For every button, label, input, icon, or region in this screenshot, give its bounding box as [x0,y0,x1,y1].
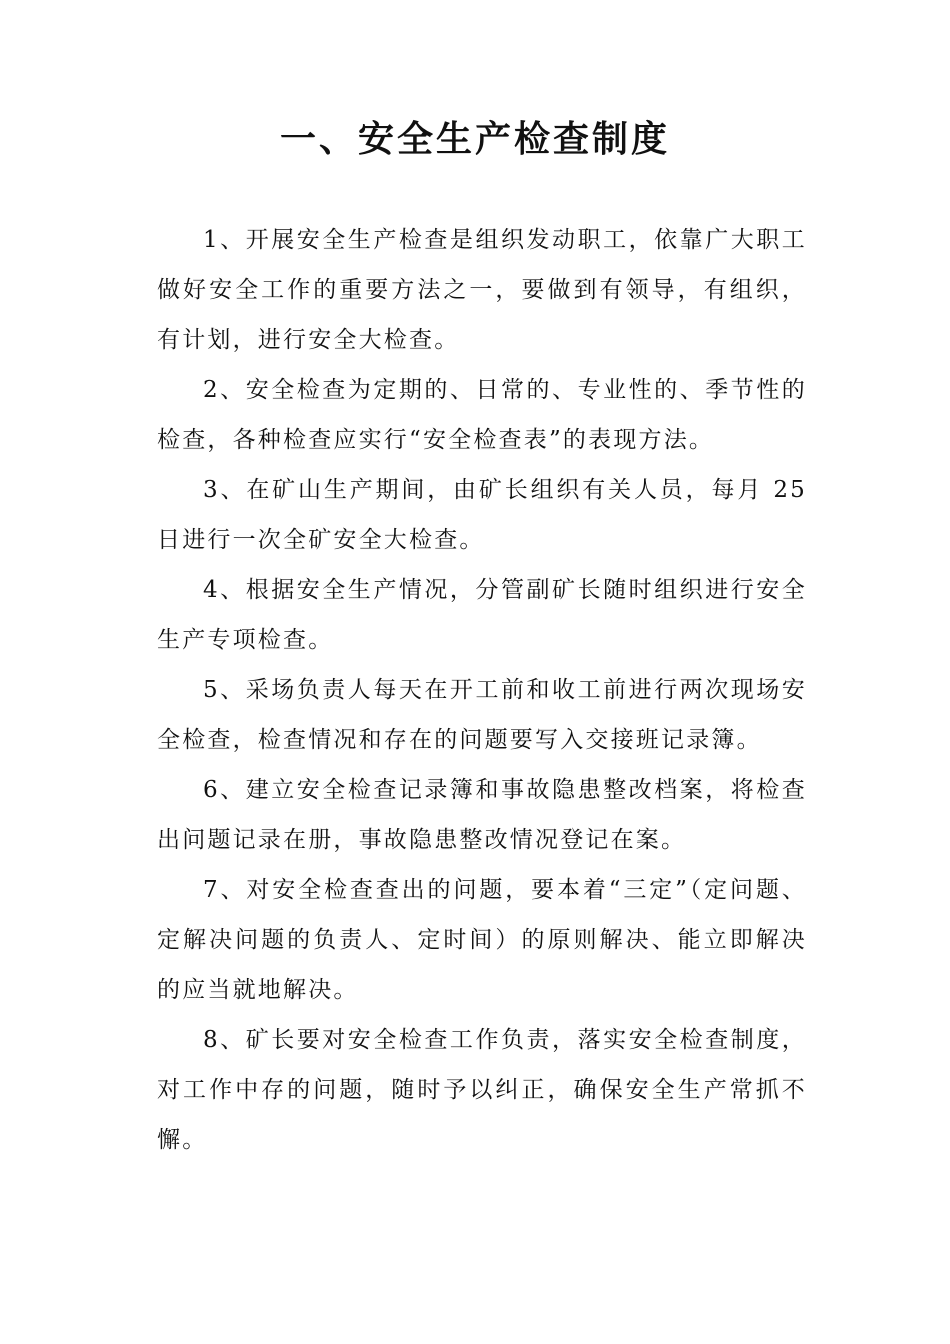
paragraph-2: 2、安全检查为定期的、日常的、专业性的、季节性的检查，各种检查应实行“安全检查表”的表现方法。 [157,377,807,453]
document-title: 一、安全生产检查制度 [279,119,670,160]
paragraph-4: 4、根据安全生产情况，分管副矿长随时组织进行安全生产专项检查。 [157,577,807,653]
paragraph-3: 3、在矿山生产期间，由矿长组织有关人员，每月 25 日进行一次全矿安全大检查。 [157,477,807,553]
document-body [157,215,807,1165]
paragraph-5: 5、采场负责人每天在开工前和收工前进行两次现场安全检查，检查情况和存在的问题要写入交接班记录簿。 [157,677,807,753]
paragraph-7: 7、对安全检查查出的问题，要本着“三定”（定问题、定解决问题的负责人、定时间）的原则解决、能立即解决的应当就地解决。 [157,877,807,1003]
paragraph-8: 8、矿长要对安全检查工作负责，落实安全检查制度，对工作中存的问题，随时予以纠正，确保安全生产常抓不懈。 [157,1027,807,1153]
paragraph-6: 6、建立安全检查记录簿和事故隐患整改档案，将检查出问题记录在册，事故隐患整改情况登记在案。 [157,777,807,853]
paragraph-1: 1、开展安全生产检查是组织发动职工，依靠广大职工做好安全工作的重要方法之一，要做到有领导，有组织，有计划，进行安全大检查。 [157,227,807,353]
